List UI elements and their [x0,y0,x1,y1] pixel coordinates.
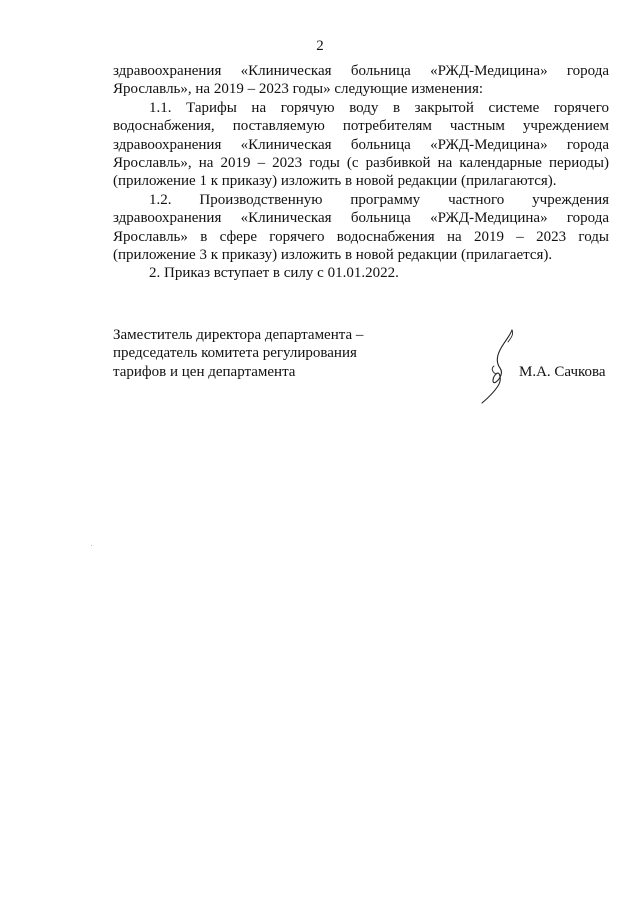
page-number: 2 [316,38,324,54]
paragraph-item-1-1: 1.1. Тарифы на горячую воду в закрытой системе горячего водоснабжения, поставляемую потребителям частным учреждением здравоохранения «Клиническая больница «РЖД-Медицина» города Ярославль», на 2019 – 2023 годы (с разбивкой на календарные периоды) (приложение 1 к приказу) изложить в новой редакции (прилагаются). [113,99,609,190]
signatory-title [113,326,413,381]
paragraph-item-1-2: 1.2. Производственную программу частного учреждения здравоохранения «Клиническая больница «РЖД-Медицина» города Ярославль» в сфере горячего водоснабжения на 2019 – 2023 годы (приложение 3 к приказу) изложить в новой редакции (прилагается). [113,191,609,264]
signatory-name: М.А. Сачкова [519,364,606,380]
document-body [113,62,609,283]
signatory-title-line: тарифов и цен департамента [113,363,296,380]
signatory-title-line: председатель комитета регулирования [113,345,357,362]
signatory-title-line: Заместитель директора департамента – [113,327,364,343]
scan-speck [91,545,92,546]
paragraph-intro-continuation: здравоохранения «Клиническая больница «РЖД-Медицина» города Ярославль», на 2019 – 2023 годы» следующие изменения: [113,63,609,98]
paragraph-item-2: 2. Приказ вступает в силу с 01.01.2022. [149,265,399,282]
